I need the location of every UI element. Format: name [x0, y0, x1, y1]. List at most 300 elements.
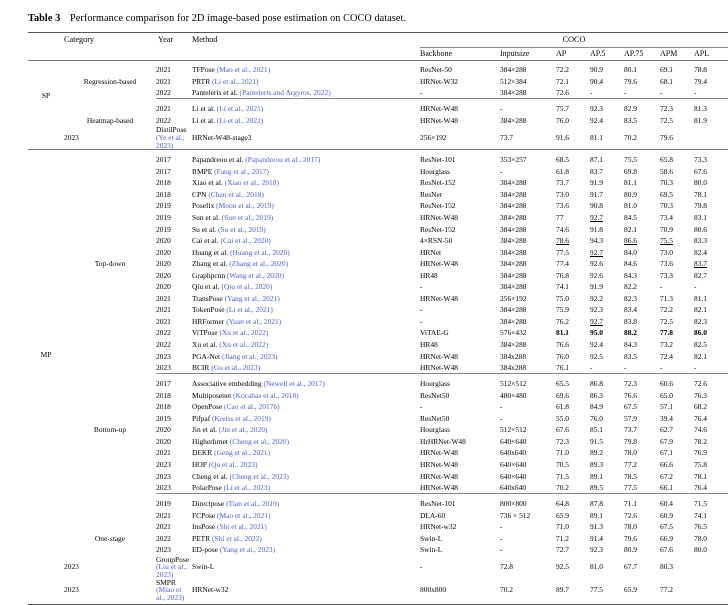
cell-method [192, 281, 420, 293]
method-citation[interactable]: (Mao et al., 2021) [217, 510, 271, 520]
cell-ap75 [624, 510, 660, 522]
header-spacer-method2 [192, 48, 420, 61]
cell-backbone: - [420, 305, 423, 315]
cell-ap75-value: 73.7 [624, 425, 638, 435]
table-row [28, 413, 728, 425]
method-citation[interactable]: (Cao et al., 2017b) [224, 402, 280, 412]
method-citation[interactable]: (Moon et al., 2019) [216, 201, 274, 211]
cell-apm-value: 73.6 [660, 259, 674, 269]
cell-ap75-value: 82.3 [624, 293, 638, 303]
cell-ap75 [624, 447, 660, 459]
category-empty [64, 103, 156, 115]
method-name: HRFormer [192, 316, 227, 326]
cell-ap5 [556, 579, 590, 602]
cell-ap5 [590, 362, 627, 374]
cell-ap75 [624, 200, 660, 212]
cell-method [192, 235, 420, 247]
cell-backbone: HRNet-W48 [420, 212, 459, 222]
category-label: One-stage [94, 533, 126, 543]
cell-apl [694, 413, 728, 425]
cell-ap75-value: 88.2 [624, 328, 638, 338]
cell-ap5-value: 92.6 [590, 270, 604, 280]
cell-year: 2019 [156, 499, 171, 509]
cell-apl [694, 115, 728, 127]
cell-ap [556, 471, 590, 483]
cell-apm-value: 67.9 [660, 436, 674, 446]
table-row [28, 459, 728, 471]
method-citation[interactable]: (Yuan et al., 2021) [226, 316, 282, 326]
cell-ap-value: 76.2 [556, 316, 570, 326]
cell-ap [556, 103, 590, 115]
method-name: TFPose [192, 65, 217, 75]
table-row [28, 200, 728, 212]
cell-inputsize: 384x288 [500, 351, 527, 361]
cell-backbone: HRNet-W48 [420, 362, 459, 372]
method-citation[interactable]: (Sun et al., 2019) [221, 212, 274, 222]
method-citation[interactable]: (Gu et al., 2023) [211, 362, 261, 372]
cell-apm [624, 579, 660, 602]
method-citation[interactable]: (Mao et al., 2021) [216, 65, 271, 75]
cell-apm-value: 73.2 [660, 339, 674, 349]
cell-ap5-value: 90.9 [590, 65, 604, 75]
cell-inputsize: 256×192 [420, 133, 447, 143]
cell-apl [694, 270, 728, 282]
cell-method [192, 154, 420, 166]
method-name: InsPose [192, 522, 217, 532]
method-citation[interactable]: (Papandreou et al., 2017) [245, 155, 321, 165]
cell-apl-value: 75.8 [694, 459, 708, 469]
cell-apl-value: 83.3 [694, 236, 708, 246]
category-empty [64, 351, 156, 363]
cell-apl [694, 378, 728, 390]
cell-apl [694, 544, 728, 556]
cell-ap5 [590, 200, 624, 212]
cell-method [192, 177, 420, 189]
cell-ap5-value: 92.3 [590, 545, 604, 555]
cell-method [192, 482, 420, 494]
cell-apl-value: 78.1 [694, 471, 708, 481]
cell-ap [500, 556, 556, 579]
cell-apm-value: 65.0 [660, 390, 674, 400]
cell-ap5-value: 91.3 [590, 522, 604, 532]
cell-apm [660, 76, 694, 88]
cell-ap75-value: 81.0 [590, 562, 604, 572]
cell-apl [694, 424, 728, 436]
cell-inputsize: 384x288 [500, 362, 527, 372]
cell-ap5-value: 89.1 [590, 471, 604, 481]
method-citation[interactable]: (Fang et al., 2017) [214, 166, 269, 176]
cell-backbone: HRNet-W48 [420, 459, 459, 469]
cell-year: 2017 [156, 379, 171, 389]
cell-ap5-value: 92.3 [590, 305, 604, 315]
cell-apl-value: 78.2 [694, 436, 708, 446]
cell-apl [694, 351, 728, 363]
cell-ap5-value: 92.5 [556, 562, 570, 572]
cell-backbone: - [420, 282, 423, 292]
table-row [28, 87, 728, 99]
method-citation[interactable]: (Xu et al., 2022) [219, 339, 269, 349]
method-citation[interactable]: (Kocabas et al., 2018) [233, 390, 299, 400]
cell-ap75-value: 75.5 [624, 155, 638, 165]
cell-ap [556, 390, 590, 402]
cell-inputsize: 384×288 [500, 236, 527, 246]
cell-apm-value: 57.1 [660, 402, 674, 412]
method-name: RMPE [192, 166, 215, 176]
cell-ap [556, 200, 590, 212]
cell-year: 2021 [156, 293, 171, 303]
cell-backbone: HR48 [420, 339, 438, 349]
cell-ap75-value: 79.6 [624, 76, 638, 86]
cell-apm-value: 65.8 [660, 155, 674, 165]
cell-ap75 [624, 189, 660, 201]
cell-apl [694, 200, 728, 212]
cell-ap5-value: 85.1 [590, 425, 604, 435]
cell-apm-value: 58.6 [660, 166, 674, 176]
cell-ap75-value: - [624, 362, 627, 372]
cell-method [192, 544, 420, 556]
table-row [28, 212, 728, 224]
table-row [28, 533, 728, 545]
cell-year: 2023 [64, 562, 79, 572]
cell-ap75-value: 72.3 [624, 379, 638, 389]
cell-inputsize: 353×257 [500, 155, 527, 165]
method-citation[interactable]: (Li et al., 2021) [212, 76, 259, 86]
cell-inputsize: - [500, 413, 503, 423]
method-citation[interactable]: (Wang et al., 2020) [226, 270, 284, 280]
method-citation[interactable]: (Tian et al., 2019) [226, 499, 280, 509]
cell-method [192, 212, 420, 224]
method-citation[interactable]: (Qu et al., 2023) [208, 459, 258, 469]
method-citation[interactable]: (Newell et al., 2017) [263, 379, 325, 389]
cell-year: 2023 [156, 471, 171, 481]
cell-ap75 [624, 436, 660, 448]
table-row [28, 339, 728, 351]
caption-label: Table 3 [28, 13, 61, 24]
method-citation[interactable]: (Cheng et al., 2020) [229, 436, 290, 446]
cell-ap [500, 126, 556, 149]
cell-ap [556, 362, 593, 374]
cell-ap5 [590, 177, 624, 189]
cell-ap75 [624, 235, 660, 247]
cell-ap5 [590, 533, 624, 545]
table-row [28, 304, 728, 316]
cell-inputsize: 640x640 [500, 448, 527, 458]
cell-method [156, 579, 192, 602]
method-citation[interactable]: (Kreiss et al., 2019) [212, 413, 271, 423]
cell-method [192, 304, 420, 316]
method-name: ViTPose [192, 328, 220, 338]
cell-ap5 [590, 436, 624, 448]
method-citation[interactable]: (Cai et al., 2020) [220, 236, 271, 246]
caption-text: Performance comparison for 2D image-based pose estimation on COCO dataset. [69, 13, 407, 24]
method-citation[interactable]: (Cheng et al., 2023) [229, 471, 289, 481]
cell-backbone: Swin-L [420, 533, 443, 543]
cell-apm-value: 70.3 [660, 178, 674, 188]
cell-ap [556, 498, 590, 510]
cell-ap [556, 459, 590, 471]
method-name: ED-pose [192, 545, 220, 555]
cell-ap-value: 72.7 [556, 545, 570, 555]
cell-ap5 [590, 76, 624, 88]
category-empty [64, 212, 156, 224]
method-citation[interactable]: (Yang et al., 2023) [219, 545, 276, 555]
category-label: Regression-based [83, 76, 137, 86]
table-row [28, 401, 728, 413]
cell-ap5 [590, 482, 624, 494]
cell-ap5-value: 91.8 [590, 224, 604, 234]
cell-ap5-value: 89.5 [590, 482, 604, 492]
cell-apl-value: 74.1 [694, 510, 708, 520]
cell-ap [556, 304, 590, 316]
cell-ap5-value: 92.6 [590, 259, 604, 269]
cell-year: 2023 [64, 585, 79, 595]
cell-backbone: HRNet-W48 [420, 104, 459, 114]
cell-apl [660, 556, 694, 579]
method-citation[interactable]: (Geng et al., 2021) [214, 448, 271, 458]
cell-apm [660, 281, 697, 293]
cell-backbone: Hourglass [420, 166, 451, 176]
cell-ap75-value: 77.2 [624, 459, 638, 469]
cell-apm [660, 224, 694, 236]
cell-apl-value: - [694, 282, 697, 292]
cell-ap75 [624, 482, 660, 494]
method-name: Multiposenet [192, 390, 234, 400]
cell-ap75-value: 83.8 [624, 316, 638, 326]
cell-apl [694, 87, 728, 99]
table-row [28, 258, 728, 270]
cell-apl-value: 78.1 [694, 189, 708, 199]
cell-apm-value: 60.4 [660, 499, 674, 509]
category-label: Bottom-up [93, 425, 127, 435]
cell-ap-value: 69.6 [556, 390, 570, 400]
method-name: Su et al. [192, 224, 219, 234]
category-empty [64, 177, 156, 189]
cell-ap5 [590, 510, 624, 522]
cell-backbone: HrHRNet-W48 [420, 436, 466, 446]
cell-ap5-value: 92.7 [590, 247, 604, 257]
cell-ap-value: 77 [556, 212, 564, 222]
cell-backbone: Hourglass [420, 425, 451, 435]
cell-backbone: HRNet [420, 247, 442, 257]
cell-apm-value: 69.5 [660, 189, 674, 199]
cell-apm-value: 67.7 [624, 562, 638, 572]
method-citation[interactable]: (Chen et al., 2018) [208, 189, 264, 199]
method-citation[interactable]: (Xiao et al., 2018) [224, 178, 279, 188]
cell-method [192, 459, 420, 471]
cell-year: 2019 [156, 224, 171, 234]
cell-inputsize: 384×288 [500, 189, 527, 199]
cell-apm-value: 60.6 [660, 379, 674, 389]
table-row [28, 556, 728, 579]
category-empty [64, 293, 156, 305]
category-empty [64, 247, 156, 259]
method-name: Pifpaf [192, 413, 213, 423]
method-citation[interactable]: (Su et al., 2019) [218, 224, 266, 234]
cell-ap75 [624, 247, 660, 259]
cell-apl-value: 76.5 [694, 522, 708, 532]
cell-ap [556, 247, 590, 259]
cell-apm-value: 67.2 [660, 471, 674, 481]
header-ap75: AP.75 [624, 48, 644, 58]
method-citation[interactable]: (Huang et al., 2020) [230, 247, 290, 257]
cell-ap75 [624, 362, 663, 374]
cell-ap75-value: 80.9 [624, 545, 638, 555]
cell-ap75 [624, 378, 660, 390]
category-empty [64, 459, 156, 471]
cell-ap5 [590, 154, 624, 166]
method-citation[interactable]: (Shi et al., 2021) [217, 522, 267, 532]
cell-apl-value: 82.7 [694, 270, 708, 280]
cell-apm [624, 556, 660, 579]
cell-ap5-value: 92.3 [590, 104, 604, 114]
cell-ap5-value: 89.7 [556, 585, 570, 595]
category-empty [64, 154, 156, 166]
cell-ap5 [590, 339, 624, 351]
cell-ap75 [624, 258, 660, 270]
category-label: Heatmap-based [86, 115, 134, 125]
cell-ap5-value: 92.5 [590, 351, 604, 361]
cell-ap-value: 70.5 [556, 459, 570, 469]
cell-ap5 [590, 401, 624, 413]
cell-apl [694, 327, 728, 339]
method-citation[interactable]: (Panteleris and Argyros, 2022) [239, 88, 331, 98]
cell-ap5-value: - [590, 362, 593, 372]
cell-apm-value: 70.3 [660, 201, 674, 211]
cell-ap75-value: 82.9 [624, 104, 638, 114]
method-citation[interactable]: (Jiang et al., 2023) [221, 351, 278, 361]
cell-apm [660, 413, 694, 425]
method-citation[interactable]: (Zhang et al., 2020) [229, 259, 289, 269]
cell-method [156, 126, 192, 149]
cell-inputsize: 384×288 [500, 270, 527, 280]
cell-apm [660, 154, 694, 166]
cell-ap-value: 71.0 [556, 522, 570, 532]
cell-ap5 [590, 424, 624, 436]
cell-ap5 [590, 64, 624, 76]
cell-apm [660, 258, 694, 270]
category-empty [64, 447, 156, 459]
method-citation[interactable]: (Ye et al., 2023) [156, 133, 185, 150]
method-citation[interactable]: (Xu et al., 2022) [219, 328, 269, 338]
cell-apm-value: 69.1 [660, 65, 674, 75]
cell-apm [660, 436, 694, 448]
cell-apl-value: 76.3 [694, 390, 708, 400]
cell-ap [556, 235, 590, 247]
cell-ap5 [590, 390, 624, 402]
cell-year: 2018 [156, 178, 171, 188]
cell-apl [694, 521, 728, 533]
cell-apm [660, 510, 694, 522]
cell-inputsize: 384×288 [500, 88, 527, 98]
method-citation[interactable]: (Miao et al., 2023) [156, 585, 185, 602]
cell-ap75-value: 79.6 [624, 533, 638, 543]
method-citation[interactable]: (Liu et al., 2023) [156, 562, 187, 580]
cell-backbone: HRNet-w32 [420, 522, 457, 532]
cell-ap-value: 74.6 [556, 224, 570, 234]
cell-apm [660, 103, 694, 115]
cell-method [192, 115, 420, 127]
cell-apl-value: - [694, 88, 697, 98]
cell-apm [660, 304, 694, 316]
method-name: Qiu et al. [192, 282, 222, 292]
cell-ap-value: 72.2 [556, 65, 570, 75]
cell-inputsize: - [500, 166, 503, 176]
cell-ap5 [590, 189, 624, 201]
method-name: PolarPose [192, 482, 224, 492]
cell-apm [660, 424, 694, 436]
method-name: Li et al. [192, 104, 217, 114]
table-row [28, 64, 728, 76]
cell-backbone: HR48 [420, 270, 438, 280]
cell-method [192, 258, 420, 270]
cell-apl [694, 154, 728, 166]
cell-apl-value: 78.0 [694, 533, 708, 543]
cell-ap5-value: 94.3 [590, 236, 604, 246]
cell-apl-value: 79.6 [660, 133, 674, 143]
supergroup-label: MP [40, 350, 52, 360]
method-citation[interactable]: (Yang et al., 2021) [224, 293, 280, 303]
cell-method [192, 401, 420, 413]
cell-ap75 [624, 401, 660, 413]
cell-apl [660, 126, 694, 149]
category-empty [64, 510, 156, 522]
cell-method [192, 316, 420, 328]
cell-method [192, 378, 420, 390]
cell-ap75-value: 83.5 [624, 115, 638, 125]
table-row [28, 510, 728, 522]
cell-ap75-value: 76.6 [624, 390, 638, 400]
cell-ap5 [590, 293, 624, 305]
method-citation[interactable]: (Li et al., 2023) [223, 482, 271, 492]
cell-ap75-value: 82.2 [624, 282, 638, 292]
cell-method [192, 76, 420, 88]
cell-ap75 [624, 424, 660, 436]
cell-ap-value: 71.5 [556, 471, 570, 481]
table-row [28, 390, 728, 402]
cell-ap75-value: 78.5 [624, 471, 638, 481]
cell-apl-value: 76.9 [694, 448, 708, 458]
cell-ap75-value: 80.1 [624, 65, 638, 75]
cell-apm-value: 67.5 [660, 522, 674, 532]
cell-year: 2023 [64, 133, 79, 143]
method-citation[interactable]: (Li et al., 2022) [216, 115, 264, 125]
table-row [28, 498, 728, 510]
method-citation[interactable]: (Li et al., 2021) [226, 305, 273, 315]
cell-inputsize: 512×512 [500, 379, 527, 389]
method-citation[interactable]: (Qiu et al., 2020) [221, 282, 273, 292]
cell-apm [660, 64, 694, 76]
method-name: Cheng et al. [192, 471, 230, 481]
cell-apl-value: 79.8 [694, 201, 708, 211]
table-row [28, 189, 728, 201]
category-empty [64, 304, 156, 316]
cell-apm-value: 68.1 [660, 76, 674, 86]
method-citation[interactable]: (Shi et al., 2022) [212, 533, 262, 543]
table-row [28, 224, 728, 236]
cell-ap-value: 72.1 [556, 76, 570, 86]
cell-ap75-value: 77.5 [624, 482, 638, 492]
cell-apm [660, 378, 694, 390]
method-name: Associative embedding [192, 379, 264, 389]
cell-apm-value: - [660, 88, 663, 98]
category-empty [64, 166, 156, 178]
cell-apl-value: 78.8 [694, 65, 708, 75]
method-citation[interactable]: (Jin et al., 2020) [218, 425, 268, 435]
cell-apm [660, 327, 694, 339]
cell-year: 2023 [156, 362, 171, 372]
cell-year: 2019 [156, 212, 171, 222]
method-citation[interactable]: (Li et al., 2021) [216, 104, 264, 114]
